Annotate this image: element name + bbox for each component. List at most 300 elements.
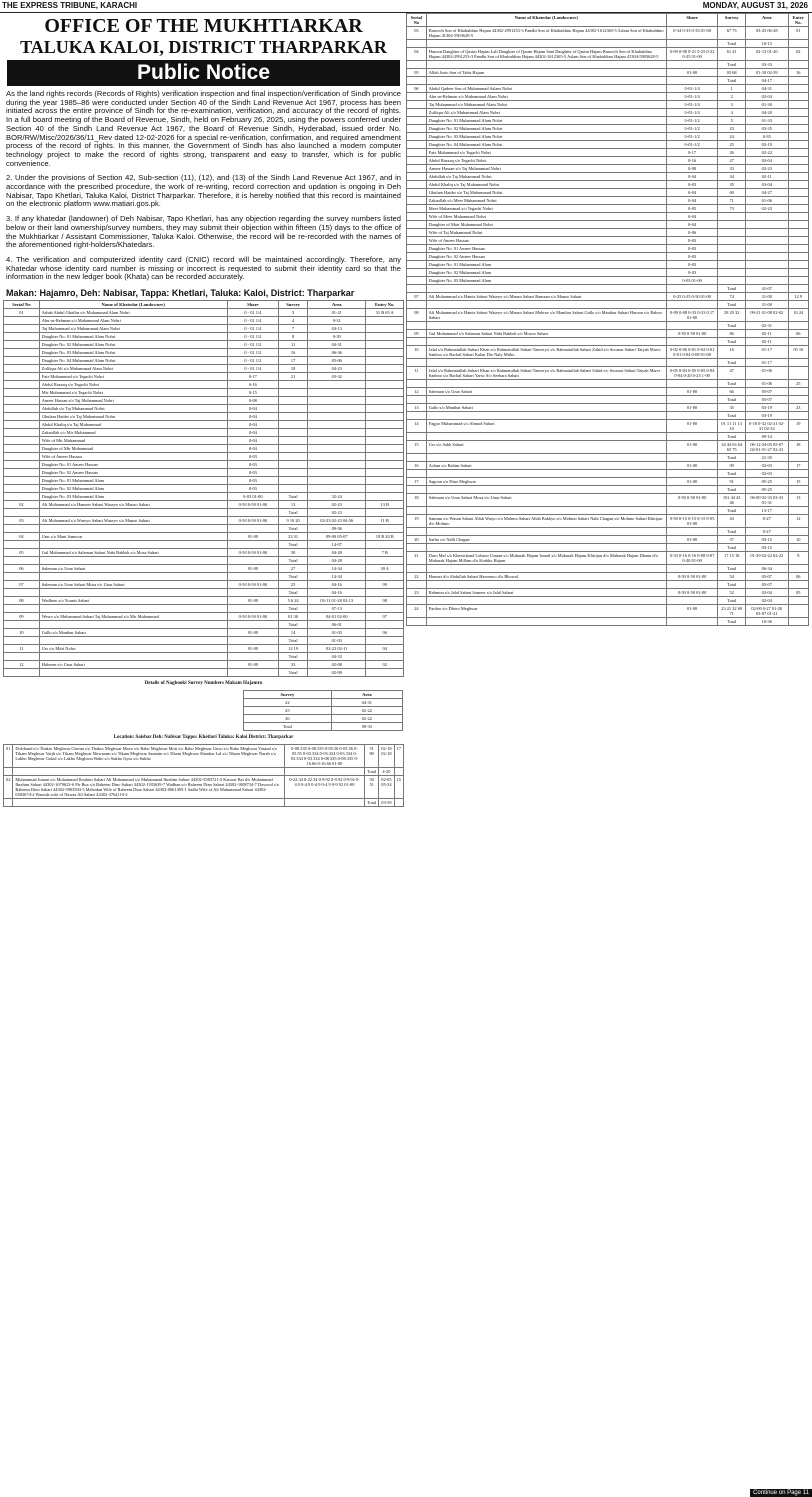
cell-survey: 2 [718, 93, 746, 101]
cell-survey [279, 477, 308, 485]
table-row [4, 621, 404, 629]
cell-area: 01-06 [745, 197, 788, 205]
cell-area: 01-03 [308, 629, 366, 637]
cell-share: 0-16 [227, 381, 279, 389]
cell-area [745, 245, 788, 253]
cell-serial: 02 [4, 776, 13, 799]
cell-serial [407, 618, 427, 626]
cell-survey: 28 29 32 [718, 309, 746, 322]
cell-share [227, 525, 279, 533]
table-row [407, 597, 809, 605]
cell-entry: 05 16 [788, 346, 808, 359]
cell-names: Muhammad Juman s/o Muhammad Ibrahim Sahari Ali Muhammad s/o Muhammad Ibrahim Sahari 44302-3583721-5 Karoon Bai d/o Muhammad Ibrahim Sahari 44302-1679623-6 Pir Bux s/o Raheem Dino Sahari 44302-1183639-7 Wadhan s/o Raheem Dino Sahari 44302-1008734-7 Dawood s/o Raheem Dino Sahari 44302-5903594-3 Mehodan Wife of Raheem Dino Sahari 44302-0661495-1 Sadhi Wife of Ali Muhammad Sahari 44302-6583074-2 Wazoda wife of Nawaz Ali Sahari 44302-3764110-2 [13, 776, 284, 799]
cell-survey: Total [718, 507, 746, 515]
cell-survey: 16 [718, 346, 746, 359]
cell-entry: 02 [366, 661, 404, 669]
table-row [407, 338, 809, 346]
table-row [407, 101, 809, 109]
cell-names: Daro Mal s/o Khemchand Lohano Usman s/o Mubarak Hajam Ismail s/o Mubarak Hajam Khirijan d/o Mubarak Hajam Dhaun d/o Mubarak Hajam Millam d/o Kinbho Hajam [426, 552, 666, 565]
cell-serial: 01 [4, 309, 40, 317]
cell-survey: 18 [279, 365, 308, 373]
cell-names: Zakaullah s/o Mir Muhammad [39, 429, 227, 437]
nagbooki-row [244, 723, 403, 731]
table-row [407, 189, 809, 197]
cell-serial [4, 389, 40, 397]
cell-area: 01-06 [745, 380, 788, 388]
cell-area: 06-34 [745, 565, 788, 573]
cell-names: Ali Muhammad s/o Hamir Sahari Waseyo s/o Manzo Sahari Ramzan s/o Manzo Sahari [426, 293, 666, 301]
table-row [4, 501, 404, 509]
table-row [4, 309, 404, 317]
cell-serial: 04 [407, 48, 427, 61]
cell-serial: 13 [407, 404, 427, 412]
table-row [4, 429, 404, 437]
cell-names: Wife of Ameer Hassan [426, 237, 666, 245]
cell-names: Daughter No. 01 Muhammad Alam [426, 261, 666, 269]
cell-survey: 61 41 [718, 48, 746, 61]
cell-survey: 74 [718, 293, 746, 301]
cell-share: 0-01-1/4 [666, 109, 718, 117]
cell-names: Gul Muhammad s/o Saleman Sahari Nabi Bakhsh s/o Mosa Sahari [39, 549, 227, 557]
cell-survey: 5 6 24 [279, 597, 308, 605]
cell-share: 0-04 [666, 197, 718, 205]
cell-area: 02-18 02-18 [379, 745, 394, 768]
cell-survey: Total [718, 380, 746, 388]
cell-serial: 04 [4, 533, 40, 541]
cell-names: Ali Muhammad s/o Waseyo Sahari Waseyo s/o Manzo Sahari [39, 517, 227, 525]
cell-names [426, 565, 666, 573]
table-row [4, 517, 404, 525]
table-row [4, 581, 404, 589]
cell-entry [788, 173, 808, 181]
table-row [407, 330, 809, 338]
office-heading: OFFICE OF THE MUKHTIARKAR [44, 15, 363, 37]
cell-names: Wife of Taj Muhammad Nohri [426, 229, 666, 237]
cell-area [308, 477, 366, 485]
cell-entry [788, 277, 808, 285]
cell-survey: 13 [279, 501, 308, 509]
cell-area: 04-31 [308, 341, 366, 349]
cell-area: 01-21 [308, 309, 366, 317]
cell-names: Jalal s/o Rahmatullah Sahari Khan s/o Rahmatullah Sahari Tanveryo s/o Rahmatullah Sahari Zahid s/o Soomar Sahari Taiyab Marvi Sanhoo s/o Bachal Sahari Kalan Dio Naly Mitho [426, 346, 666, 359]
cell-share: 0-06 [666, 229, 718, 237]
cell-serial [407, 101, 427, 109]
cell-serial: 24 [407, 605, 427, 618]
nagbooki-header: Area [331, 691, 402, 699]
cell-serial: 18 [407, 494, 427, 507]
cell-survey [718, 237, 746, 245]
cell-names [39, 637, 227, 645]
cell-area: 02-23 02-23 04-36 [308, 517, 366, 525]
cell-serial [407, 125, 427, 133]
cell-names [39, 541, 227, 549]
table-row [407, 515, 809, 528]
cell-share: 0-50 0-50 01-00 [227, 581, 279, 589]
cell-serial [407, 581, 427, 589]
table-row [407, 61, 809, 69]
cell-survey: 03 68 [718, 69, 746, 77]
table-row [4, 541, 404, 549]
notice-paragraphs [3, 90, 404, 282]
cell-names: Daughter of Mair Muhammad Nohri [426, 221, 666, 229]
makan-line: Makan: Hajamro, Deh: Nabisar, Tappa: Khetlari, Taluka: Kaloi, District: Tharparkar [6, 288, 355, 299]
cell-survey: 91 [718, 478, 746, 486]
cell-names: Abdul Razzaq s/o Tegachi Nohri [426, 157, 666, 165]
cell-entry [366, 621, 404, 629]
cell-share: 0-50 0-15 0-15 0-15 0-05 01-00 [666, 515, 718, 528]
table-row [407, 125, 809, 133]
cell-share [666, 77, 718, 85]
cell-share [666, 322, 718, 330]
cell-survey: 52 [718, 589, 746, 597]
cell-serial: 12 [4, 661, 40, 669]
cell-serial [4, 445, 40, 453]
cell-names: Wife of Meer Muhammad Nohri [426, 213, 666, 221]
cell-share: 0-03 [666, 245, 718, 253]
cell-serial [407, 486, 427, 494]
cell-share: 0-02 0-06 0-01 0-02 0-01 0-01 0-04 0-08 01-00 [666, 346, 718, 359]
cell-share: 0-50 0-50 01-00 [227, 501, 279, 509]
cell-names: Saleman s/o Unar Sahari [39, 565, 227, 573]
cell-survey: 7 [279, 325, 308, 333]
cell-names: Ameer Hassan s/o Taj Muhammad Nohri [426, 165, 666, 173]
cell-share [666, 454, 718, 462]
cell-entry [366, 445, 404, 453]
cell-share: 0-04 [227, 445, 279, 453]
cell-entry: 19 B 20 B [366, 533, 404, 541]
table-row [407, 253, 809, 261]
cell-names: Wife of Ameer Hassan [39, 453, 227, 461]
cell-area [308, 445, 366, 453]
cell-share: 0-04 [666, 189, 718, 197]
cell-serial [407, 181, 427, 189]
table-row [4, 325, 404, 333]
cell-area: 09-00 05-07 [308, 533, 366, 541]
cell-entry: 12 9 [788, 293, 808, 301]
nagbooki-cell: 04-31 [331, 699, 402, 707]
cell-entry [366, 453, 404, 461]
cell-entry [366, 437, 404, 445]
cell-survey: Total [718, 359, 746, 367]
cell-serial [407, 261, 427, 269]
cell-names: Pardoo s/o Dhoro Meghwar [426, 605, 666, 618]
cell-area: 02-22 [745, 149, 788, 157]
table-row [4, 341, 404, 349]
cell-share [666, 433, 718, 441]
location-line: Location: Saisbar Deh: Nabisar Tappo: Khetlari Taluka: Kaloi District: Tharparkar [113, 735, 294, 741]
column-header: Name of Khatedar (Landowner) [426, 14, 666, 27]
cell-entry [366, 349, 404, 357]
cell-entry [366, 637, 404, 645]
cell-area: 04-16 [308, 581, 366, 589]
cell-share: 0-22.34 0-22.34 0-9.92 0-9.92 0-9.92 0-4.9 0-4.9 0-4.9 0-4.9 0-9.92 01-00 [284, 776, 364, 799]
cell-entry [788, 165, 808, 173]
cell-serial: 22 [407, 573, 427, 581]
cell-share: 01-00 [666, 536, 718, 544]
cell-entry [366, 477, 404, 485]
cell-serial [4, 621, 40, 629]
cell-survey: 17 15 18 [718, 552, 746, 565]
cell-entry: 39 A [366, 565, 404, 573]
table-row [4, 533, 404, 541]
table-row [407, 454, 809, 462]
cell-serial [407, 338, 427, 346]
cell-serial [4, 349, 40, 357]
cell-names: Saleman s/o Unar Sahari Mosa s/o Unar Sahari [426, 494, 666, 507]
cell-area: 31-00 [745, 301, 788, 309]
cell-names: Mir Muhammad s/o Tegachi Nohri [39, 389, 227, 397]
cell-names [426, 454, 666, 462]
cell-area: 04-20 [745, 109, 788, 117]
cell-serial [4, 397, 40, 405]
cell-area: 04-01 02-00 [308, 613, 366, 621]
cell-survey [279, 485, 308, 493]
cell-entry: 17 [788, 462, 808, 470]
cell-entry: 31 B 65 A [366, 309, 404, 317]
cell-survey [279, 453, 308, 461]
cell-area: 04-27 [745, 189, 788, 197]
cell-area: 01-17 [745, 359, 788, 367]
cell-serial [407, 109, 427, 117]
cell-entry [788, 507, 808, 515]
cell-names: Fagjar Muhammad s/o Ahmad Sahari [426, 420, 666, 433]
cell-entry: 18 [788, 441, 808, 454]
cell-survey: 23 21 22 69 71 [718, 605, 746, 618]
cell-entry [366, 541, 404, 549]
cell-serial: 19 [407, 515, 427, 528]
cell-serial [4, 437, 40, 445]
cell-area: 04-33 [308, 653, 366, 661]
cell-area: 02-05 05-34 [379, 776, 394, 799]
cell-serial [4, 541, 40, 549]
column-header: Serial No [407, 14, 427, 27]
continue-badge: Continue on Page 11 [750, 1489, 812, 1497]
table-row [4, 485, 404, 493]
cell-area: 03-15 [745, 544, 788, 552]
cell-survey: Total [279, 637, 308, 645]
cell-entry [788, 229, 808, 237]
cell-serial: 09 [4, 613, 40, 621]
cell-names: Faiz Muhammad s/o Tegachi Nohri [426, 149, 666, 157]
cell-survey: 66 [718, 388, 746, 396]
cell-entry: 06 [788, 330, 808, 338]
cell-names: Taj Muhammad s/o Muhammad Alam Nohri [39, 325, 227, 333]
cell-names: Zulfiqar Ali s/o Muhammad Alam Nohri [426, 109, 666, 117]
cell-survey: Total [718, 544, 746, 552]
table-row [407, 565, 809, 573]
cell-entry: 09 [366, 581, 404, 589]
cell-serial: 16 [407, 462, 427, 470]
cell-entry [788, 269, 808, 277]
column-header: Serial No [4, 301, 40, 309]
cell-share [227, 669, 279, 677]
cell-entry: 13 B [366, 501, 404, 509]
cell-serial [407, 507, 427, 515]
cell-share: 0-03 [227, 477, 279, 485]
table-row [4, 413, 404, 421]
cell-names: Daughter No. 01 Muhammad Alam Nohri [426, 117, 666, 125]
cell-survey: 16 [279, 349, 308, 357]
cell-share [666, 544, 718, 552]
cell-serial [4, 325, 40, 333]
cell-names: Daughter No. 02 Muhammad Alam [39, 485, 227, 493]
cell-area: 03-25 06-28 [745, 27, 788, 40]
cell-share: 0-04 [227, 413, 279, 421]
cell-share: 0-04 [666, 213, 718, 221]
cell-share: 0-04 [227, 429, 279, 437]
table-row [407, 197, 809, 205]
cell-share: 0-04 [666, 173, 718, 181]
newspaper-name: THE EXPRESS TRIBUNE, KARACHI [2, 1, 138, 10]
cell-entry [788, 367, 808, 380]
cell-area [308, 381, 366, 389]
cell-entry: 02 [788, 48, 808, 61]
table-row [407, 544, 809, 552]
cell-survey [718, 229, 746, 237]
column-header: Survey [718, 14, 746, 27]
cell-survey: Total [365, 768, 379, 776]
cell-share: 0-03 01-00 [227, 493, 279, 501]
cell-share: 0 - 01 1/4 [227, 317, 279, 325]
cell-entry [788, 581, 808, 589]
table-row [407, 441, 809, 454]
cell-names [426, 433, 666, 441]
cell-entry: 15 [788, 478, 808, 486]
cell-serial [4, 525, 40, 533]
table-row [4, 645, 404, 653]
cell-share [666, 412, 718, 420]
cell-entry: 25 [788, 380, 808, 388]
cell-survey: 09 [718, 462, 746, 470]
cell-serial: 15 [407, 441, 427, 454]
cell-area: 05-25 [745, 486, 788, 494]
cell-area [308, 485, 366, 493]
cell-names [39, 589, 227, 597]
cell-area: 0-18 0-32 02-21 02-31 02-32 [745, 420, 788, 433]
cell-share: 0-03 [227, 453, 279, 461]
cell-area [745, 237, 788, 245]
cell-survey: Total [718, 581, 746, 589]
cell-share [666, 301, 718, 309]
cell-share [227, 653, 279, 661]
cell-serial [407, 412, 427, 420]
table-row [407, 269, 809, 277]
table-row [407, 346, 809, 359]
column-header: Area [308, 301, 366, 309]
cell-area [308, 405, 366, 413]
cell-entry [788, 157, 808, 165]
cell-area: 02-11 [745, 338, 788, 346]
cell-share: 0-03 [666, 237, 718, 245]
left-column [3, 13, 404, 807]
cell-area: 10-36 [745, 618, 788, 626]
cell-entry: 15 [394, 776, 403, 799]
table-row [4, 477, 404, 485]
table-row [407, 507, 809, 515]
cell-survey: Total [718, 433, 746, 441]
cell-area: 02-04 [745, 589, 788, 597]
cell-entry [788, 221, 808, 229]
cell-survey: 69 [718, 189, 746, 197]
cell-names [426, 581, 666, 589]
cell-area [745, 269, 788, 277]
cell-serial: 05 [407, 69, 427, 77]
cell-serial: 06 [407, 85, 427, 93]
cell-serial: 10 [4, 629, 40, 637]
cell-names: Daughter No. 03 Muhammad Alam [39, 493, 227, 501]
table-row [407, 309, 809, 322]
cell-area: 03-19 [745, 412, 788, 420]
column-header: Survey [279, 301, 308, 309]
nagbooki-header: Survey [244, 691, 332, 699]
table-row [4, 461, 404, 469]
cell-survey [279, 421, 308, 429]
khatedar-table-left [3, 300, 404, 677]
cell-entry: 07 [366, 613, 404, 621]
cell-share [227, 573, 279, 581]
cell-share: 0-50 0-50 01-00 [227, 613, 279, 621]
cell-serial: 07 [407, 293, 427, 301]
public-notice-banner: Public Notice [7, 60, 400, 86]
cell-entry [366, 405, 404, 413]
table-row [407, 581, 809, 589]
table-row [407, 205, 809, 213]
cell-survey [279, 405, 308, 413]
cell-serial [4, 341, 40, 349]
cell-entry: 13 [788, 494, 808, 507]
cell-serial: 11 [4, 645, 40, 653]
cell-names: Abdul Khaliq s/o Taj Muhammad [39, 421, 227, 429]
notice-paragraph: 4. The verification and computerized identity card (CNIC) record will be maintained accordingly. Therefore, any Khatedar whose identity card number is missing or incorrect is requested to submit their identity card so that the information in the new ledger book (Khata) can be recorded accurately. [6, 254, 401, 282]
cell-serial: 21 [407, 552, 427, 565]
masthead [0, 0, 812, 13]
cell-names: Allah Jurio Son of Tahir Hajam [426, 69, 666, 77]
table-row [4, 349, 404, 357]
table-row [407, 141, 809, 149]
cell-area [308, 429, 366, 437]
cell-share: 0-01-1/4 [666, 101, 718, 109]
cell-share: 01-00 [666, 478, 718, 486]
cell-area: 32-24 [308, 493, 366, 501]
table-row [4, 445, 404, 453]
cell-entry [788, 454, 808, 462]
cell-share: 0 - 01 1/2 [227, 341, 279, 349]
column-header: Share [666, 14, 718, 27]
cell-serial [4, 557, 40, 565]
cell-area: 02-00 0-27 01-20 03-07 01-21 [745, 605, 788, 618]
cell-survey: 35 [718, 181, 746, 189]
cell-survey: 54 [718, 573, 746, 581]
cell-share: 0-01-1/2 [666, 133, 718, 141]
cell-area: 03-39 [379, 799, 394, 807]
cell-survey: 3 [279, 309, 308, 317]
cell-area: 05-07 [745, 396, 788, 404]
cell-survey: Total [279, 573, 308, 581]
cell-names: Daughter No. 02 Ameer Hassan [39, 469, 227, 477]
cell-survey: 14 [279, 629, 308, 637]
table-row [4, 776, 404, 799]
cell-names [426, 396, 666, 404]
cell-serial [407, 205, 427, 213]
cell-names [13, 768, 284, 776]
cell-survey: 43 [718, 515, 746, 528]
cell-serial [407, 470, 427, 478]
cell-area [745, 213, 788, 221]
cell-share: 0-01-1/4 [666, 85, 718, 93]
cell-area: 02-19 [745, 141, 788, 149]
cell-names [426, 285, 666, 293]
cell-serial [4, 799, 13, 807]
